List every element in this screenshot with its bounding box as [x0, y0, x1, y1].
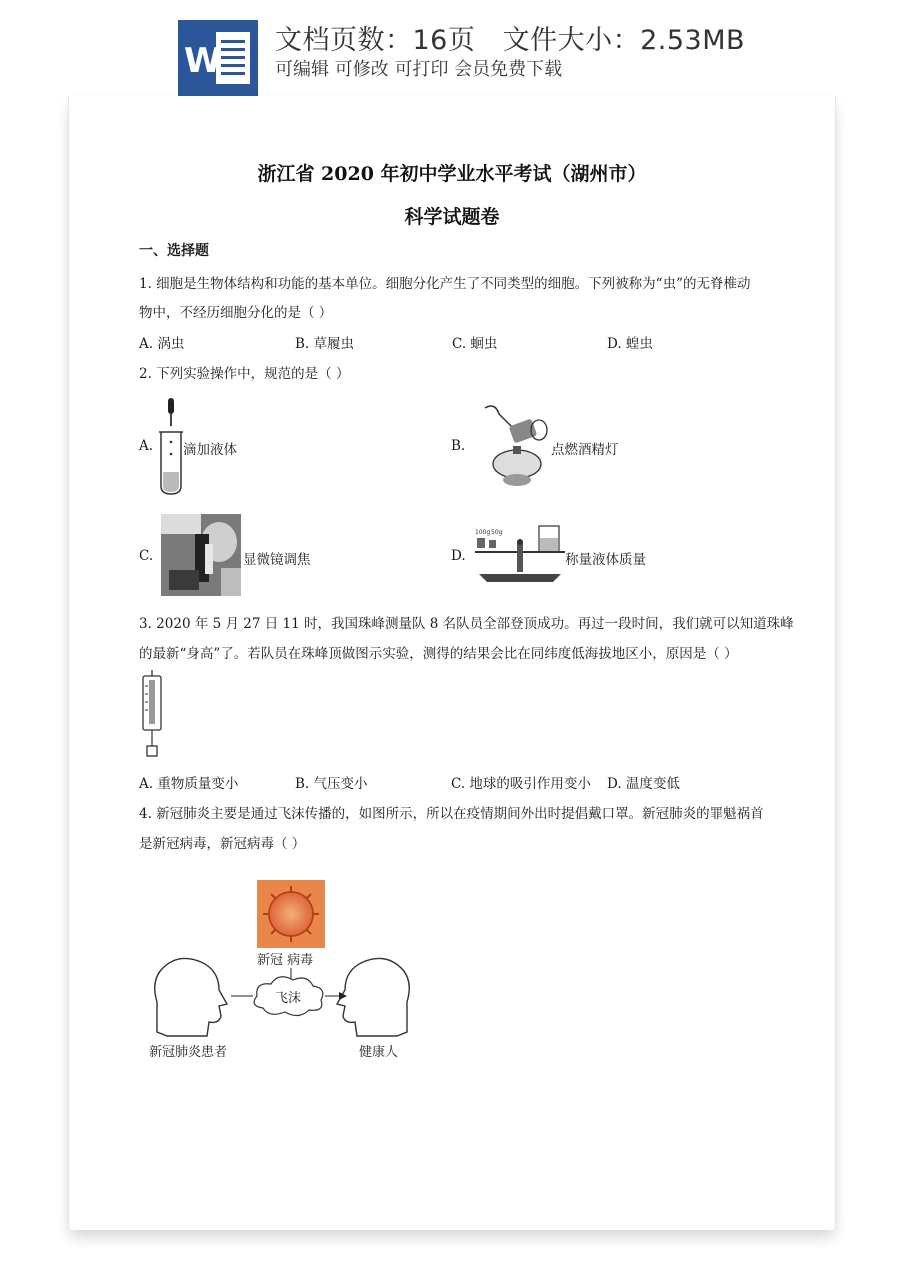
document-page: [68, 96, 836, 1226]
feature-list: 可编辑 可修改 可打印 会员免费下载: [275, 59, 563, 80]
weight-label-50g: 50g: [491, 529, 503, 536]
q1-option-b: B. 草履虫: [295, 336, 355, 352]
spring-scale-illustration: [139, 670, 165, 760]
q1-option-a: A. 涡虫: [139, 336, 185, 352]
patient-head: [155, 958, 227, 1036]
q2-option-a-letter: A.: [139, 438, 154, 454]
q2-option-a-text: 滴加液体: [183, 442, 237, 458]
q3-line1: 3. 2020 年 5 月 27 日 11 时，我国珠峰测量队 8 名队员全部登顶成功。再过一段时间，我们就可以知道珠峰: [139, 616, 794, 632]
file-info: 文档页数：16页 文件大小：2.53MB: [275, 25, 746, 56]
microscope-focusing-photo: [161, 514, 241, 596]
q2-option-d-text: 称量液体质量: [565, 552, 646, 568]
weight-label-100g: 100g: [475, 529, 491, 536]
exam-title: 浙江省 2020 年初中学业水平考试（湖州市）: [257, 163, 647, 185]
q3-option-a: A. 重物质量变小: [139, 776, 239, 792]
q3-line2: 的最新“身高”了。若队员在珠峰顶做图示实验，测得的结果会比在同纬度低海拔地区小，原因是（ ）: [139, 646, 738, 662]
q2-option-b-letter: B.: [451, 438, 466, 454]
q2-option-c-text: 显微镜调焦: [243, 552, 311, 568]
exam-subtitle: 科学试题卷: [404, 206, 500, 228]
q1-line1: 1. 细胞是生物体结构和功能的基本单位。细胞分化产生了不同类型的细胞。下列被称为“虫”的无脊椎动: [139, 276, 751, 292]
q4-line2: 是新冠病毒，新冠病毒（ ）: [139, 836, 306, 852]
header-banner: [0, 0, 900, 96]
transmission-diagram: [149, 872, 429, 1072]
healthy-head: [337, 958, 409, 1036]
section-heading: 一、选择题: [139, 243, 209, 259]
healthy-label: 健康人: [359, 1045, 399, 1060]
q1-option-c: C. 蛔虫: [452, 336, 498, 352]
balance-scale-illustration: [473, 524, 567, 588]
patient-label: 新冠肺炎患者: [149, 1045, 228, 1060]
alcohol-lamp-illustration: [481, 400, 551, 492]
q2-option-b-text: 点燃酒精灯: [551, 442, 619, 458]
virus-label: 新冠 病毒: [257, 953, 314, 968]
droplet-label: 飞沫: [275, 991, 302, 1006]
virus-image: [257, 880, 325, 948]
q3-option-d: D. 温度变低: [607, 776, 680, 792]
q4-line1: 4. 新冠肺炎主要是通过飞沫传播的，如图所示，所以在疫情期间外出时提倡戴口罩。新冠肺炎的罪魁祸首: [139, 806, 764, 822]
q3-option-b: B. 气压变小: [295, 776, 368, 792]
q3-option-c: C. 地球的吸引作用变小: [451, 776, 591, 792]
q2-option-c-letter: C.: [139, 548, 154, 564]
word-document-icon: [178, 20, 258, 96]
word-logo-letter: W: [184, 41, 222, 81]
q1-option-d: D. 蝗虫: [607, 336, 653, 352]
q2-line1: 2. 下列实验操作中，规范的是（ ）: [139, 366, 350, 382]
q2-option-d-letter: D.: [451, 548, 466, 564]
q1-line2: 物中，不经历细胞分化的是（ ）: [139, 305, 333, 321]
